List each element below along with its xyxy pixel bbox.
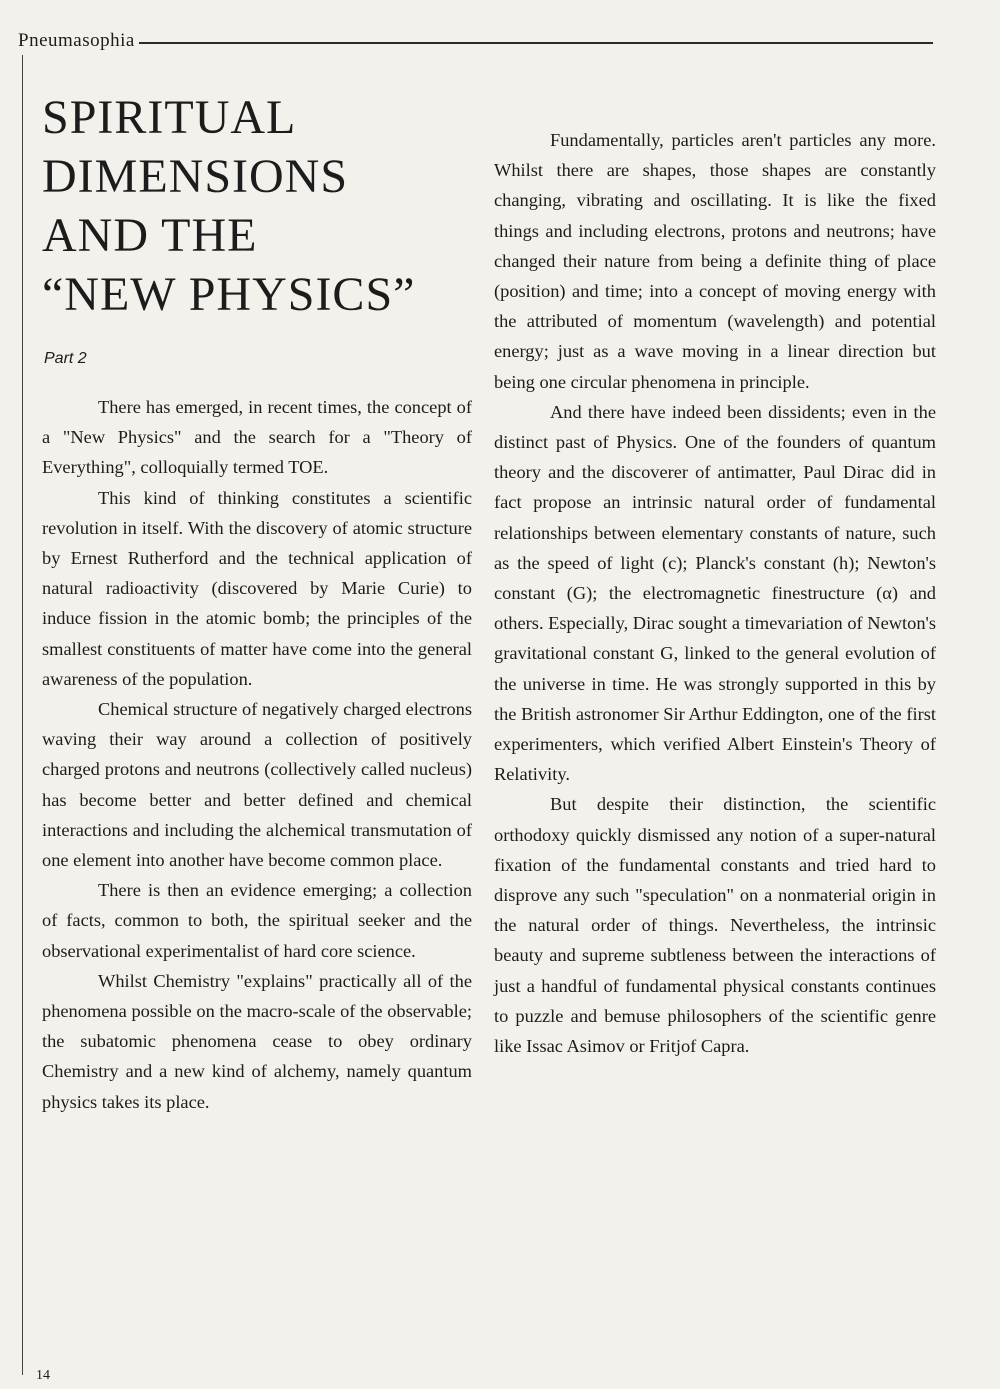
paragraph: There has emerged, in recent times, the concept of a "New Physics" and the search for a "Theory of Everything", colloquially termed TOE. xyxy=(42,397,472,478)
paragraph: And there have indeed been dissidents; even in the distinct past of Physics. One of the founders of quantum theory and the discoverer of antimatter, Paul Dirac did in fact propose an intrinsic natural order of fundamental relationships between elementary constants of nature, such as the speed of light (c); Planck's constant (h); Newton's constant (G); the electromagnetic finestructure (α) and others. Especially, Dirac sought a timevariation of Newton's gravitational constant G, linked to the general evolution of the universe in time. He was strongly supported in this by the British astronomer Sir Arthur Eddington, one of the first experimenters, which verified Albert Einstein's Theory of Relativity. xyxy=(494,401,936,785)
title-line: AND THE xyxy=(42,209,258,262)
header-rule xyxy=(139,42,933,44)
margin-line xyxy=(22,55,23,1375)
paragraph: Chemical structure of negatively charged electrons waving their way around a collection of positively charged protons and neutrons (collectively called nucleus) has become better and better defined and chemical interactions and including the alchemical transmutation of one element into another have become common place. xyxy=(42,699,472,871)
title-line: “NEW PHYSICS” xyxy=(42,268,416,321)
paragraph: This kind of thinking constitutes a scientific revolution in itself. With the discovery of atomic structure by Ernest Rutherford and the technical application of natural radioactivity (discovered by Marie Curie) to induce fission in the atomic bomb; the principles of the smallest constituents of matter have come into the general awareness of the population. xyxy=(42,487,472,689)
title-line: DIMENSIONS xyxy=(42,150,349,203)
page-number: 14 xyxy=(36,1368,50,1383)
right-column xyxy=(494,125,936,1061)
left-column xyxy=(42,392,472,1117)
part-label: Part 2 xyxy=(44,350,87,367)
paragraph: Fundamentally, particles aren't particles any more. Whilst there are shapes, those shapes are constantly changing, vibrating and oscillating. It is like the fixed things and including electrons, protons and neutrons; have changed their nature from being a definite thing of place (position) and time; into a concept of moving energy with the attributed of momentum (wavelength) and potential energy; just as a wave moving in a linear direction but being one circular phenomena in principle. xyxy=(494,130,936,392)
paragraph: Whilst Chemistry "explains" practically all of the phenomena possible on the macro-scale of the observable; the subatomic phenomena cease to obey ordinary Chemistry and a new kind of alchemy, namely quantum physics takes its place. xyxy=(42,970,472,1112)
running-header xyxy=(18,30,933,52)
paragraph: There is then an evidence emerging; a collection of facts, common to both, the spiritual seeker and the observational experimentalist of hard core science. xyxy=(42,880,472,961)
running-head-title: Pneumasophia xyxy=(18,30,135,51)
title-line: SPIRITUAL xyxy=(42,91,297,144)
article-title xyxy=(42,88,492,324)
paragraph: But despite their distinction, the scientific orthodoxy quickly dismissed any notion of a super-natural fixation of the fundamental constants and tried hard to disprove any such "speculation" on a nonmaterial origin in the natural order of things. Nevertheless, the intrinsic beauty and supreme subtleness between the interactions of just a handful of fundamental physical constants continues to puzzle and bemuse philosophers of the scientific genre like Issac Asimov or Fritjof Capra. xyxy=(494,794,936,1057)
